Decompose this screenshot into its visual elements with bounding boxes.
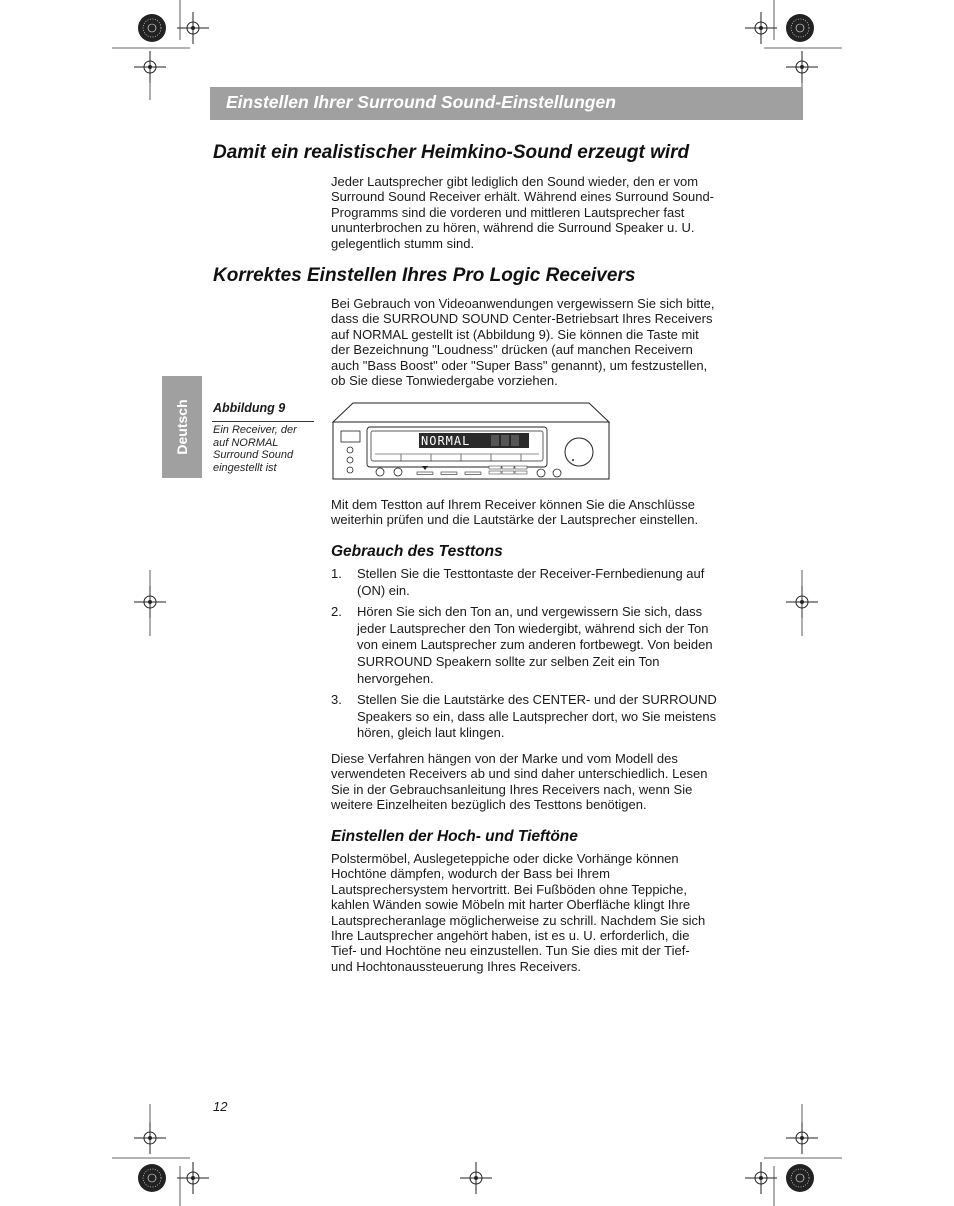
- section-heading-test-tone: Gebrauch des Testtons: [331, 543, 503, 560]
- registration-cross-icon: [460, 1162, 492, 1194]
- registration-sunburst-icon: [138, 14, 166, 42]
- power-button-icon: [341, 431, 360, 442]
- list-item: 1. Stellen Sie die Testtontaste der Receiver-Fernbedienung auf (ON) ein.: [331, 566, 705, 598]
- registration-cross-icon: [745, 1162, 777, 1194]
- receiver-illustration: [331, 402, 611, 482]
- figure-caption: Ein Receiver, der auf NORMAL Surround Sound eingestellt ist: [213, 424, 297, 474]
- section-heading-treble-bass: Einstellen der Hoch- und Tieftöne: [331, 828, 578, 845]
- figure-divider: [212, 421, 314, 422]
- test-tone-steps-list: [331, 566, 741, 747]
- registration-sunburst-icon: [786, 14, 814, 42]
- language-tab: [162, 376, 202, 478]
- treble-bass-paragraph: Polstermöbel, Auslegeteppiche oder dicke Vorhänge können Hochtöne dämpfen, wodurch der Bass bei Ihrem Lautsprechersystem hervortritt. Bei Fußböden ohne Teppiche, kahlen Wänden sowie Möbeln mit harter Oberfläche klingt Ihre Lautsprecheranlage möglicherweise zu schrill. Nachdem Sie sich Ihre Lautsprecher angehört haben, ist es u. U. erforderlich, die Tief- und Hochtöne neu einzustellen. Tun Sie dies mit der Tief- und Hochtonaussteuerung Ihres Receivers.: [331, 851, 706, 974]
- registration-cross-icon: [134, 1122, 166, 1154]
- section-heading-pro-logic: Korrektes Einstellen Ihres Pro Logic Receivers: [213, 265, 636, 286]
- page-header-title: Einstellen Ihrer Surround Sound-Einstellungen: [226, 92, 616, 112]
- registration-cross-icon: [786, 51, 818, 83]
- registration-sunburst-icon: [138, 1164, 166, 1192]
- list-item: 3. Stellen Sie die Lautstärke des CENTER- und der SURROUND Speakers so ein, dass alle Lautsprecher dort, wo Sie meistens hören, gleich laut klingen.: [331, 692, 717, 741]
- registration-cross-icon: [745, 12, 777, 44]
- section-heading-realistic-sound: Damit ein realistischer Heimkino-Sound erzeugt wird: [213, 142, 690, 163]
- figure-label: Abbildung 9: [213, 401, 286, 415]
- section-paragraph-pro-logic: Bei Gebrauch von Videoanwendungen vergewissern Sie sich bitte, dass die SURROUND SOUND Center-Betriebsart Ihres Receivers auf NORMAL gestellt ist (Abbildung 9). Sie können die Taste mit der Bezeichnung "Loudness" drücken (auf manchen Receivern auch "Bass Boost" oder "Super Bass" genannt), um festzustellen, ob Sie diese Tonwiedergabe vorziehen.: [331, 296, 715, 389]
- volume-knob-icon: [565, 438, 593, 466]
- display-text: NORMAL: [421, 434, 471, 448]
- test-tone-intro-paragraph: Mit dem Testton auf Ihrem Receiver können Sie die Anschlüsse weiterhin prüfen und die Lautstärke der Lautsprecher einstellen.: [331, 497, 699, 528]
- registration-cross-icon: [134, 51, 166, 83]
- section-paragraph-realistic-sound: Jeder Lautsprecher gibt lediglich den Sound wieder, den er vom Surround Sound Receiver erhält. Während eines Surround Sound- Programms sind die vorderen und mittleren Lautsprecher fast ununterbrochen zu hören, während die Surround Speaker u. U. gelegentlich stumm sind.: [331, 174, 715, 251]
- registration-sunburst-icon: [786, 1164, 814, 1192]
- registration-cross-icon: [786, 1122, 818, 1154]
- test-tone-note-paragraph: Diese Verfahren hängen von der Marke und vom Modell des verwendeten Receivers ab und sind daher unterschiedlich. Lesen Sie in der Gebrauchsanleitung Ihres Receivers nach, wenn Sie weitere Einzelheiten bezüglich des Testtons benötigen.: [331, 751, 708, 813]
- registration-cross-icon: [177, 12, 209, 44]
- registration-cross-icon: [177, 1162, 209, 1194]
- list-item: 2. Hören Sie sich den Ton an, und vergewissern Sie sich, dass jeder Lautsprecher den Ton wiedergibt, während sich der Ton von einem Lautsprecher zum anderen fortbewegt. Von beiden SURROUND Speakern sollte zur selben Zeit ein Ton hervorgehen.: [331, 604, 713, 686]
- page-number: 12: [213, 1099, 228, 1114]
- language-tab-label: Deutsch: [174, 399, 190, 455]
